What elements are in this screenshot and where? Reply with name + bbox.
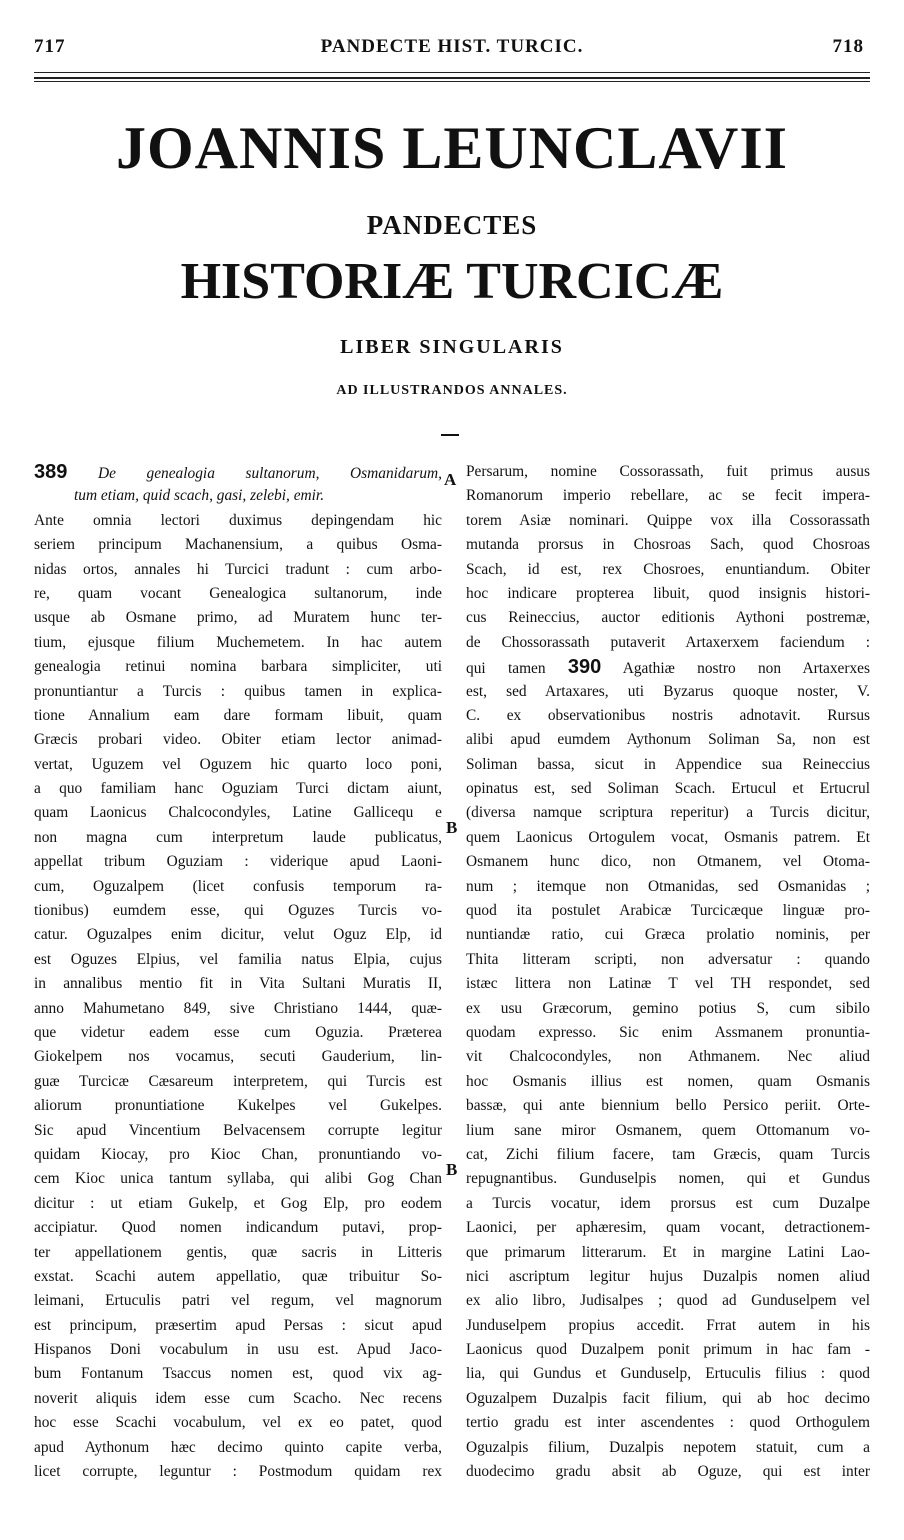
text-line: genealogia retinui nomina barbara simpliciter, uti: [34, 658, 442, 676]
text-line: catur. Oguzalpes enim dicitur, velut Oguz Elp, id: [34, 926, 442, 944]
text-line: apud Aythonum hæc decimo quinto capite verba,: [34, 1438, 442, 1456]
text-line: tione Annalium eam dare formam libuit, quam: [34, 706, 442, 724]
text-line: Soliman bassa, sicut in Appendice sua Reineccius: [466, 755, 870, 773]
text-line: (diversa namque scriptura reperitur) a Turcis dicitur,: [466, 804, 870, 822]
text-line: torem Asiæ nominari. Quippe vox illa Cossorassath: [466, 511, 870, 529]
pandectes-subtitle: PANDECTES: [366, 210, 538, 240]
text-line: hoc indicare propterea libuit, quod insignis histori-: [466, 584, 870, 602]
text-line: Romanorum imperio rebellare, ac se fecit impera-: [466, 487, 870, 505]
text-line: Hispanos Doni vocabulum in usu est. Apud Jaco-: [34, 1341, 442, 1359]
text-line: seriem principum Machanensium, a quibus Osma-: [34, 536, 442, 554]
margin-letter-a: A: [444, 470, 457, 489]
running-title: PANDECTE HIST. TURCIC.: [320, 36, 584, 57]
text-line: Oguzalpis filium, Duzalpis nepotem statuit, cum a: [466, 1438, 870, 1456]
section-number-389: 389: [34, 461, 68, 483]
text-line: num ; itemque non Otmanidas, sed Osmanidas ;: [466, 877, 870, 895]
text-line: quod ita postulet Arabicæ Turcicæque linguæ pro-: [466, 902, 870, 920]
text-line: vertat, Uguzem vel Oguzem hic quarto loco poni,: [34, 755, 442, 773]
text-line: ex usu Græcorum, gemino potius S, cum sibilo: [466, 999, 870, 1017]
section-390-lead-text: qui tamen: [466, 660, 546, 678]
text-line: Junduselpem propius accedit. Frrat autem in his: [466, 1316, 870, 1334]
section-390-trail-text: Agathiæ nostro non Artaxerxes: [622, 660, 870, 678]
text-line: in annalibus mentio fit in Vita Sultani Muratis II,: [34, 975, 442, 993]
text-line: hoc Osmanis illius est nomen, quam Osmanis: [466, 1072, 870, 1090]
text-line: quidam Kiocay, pro Kioc Chan, pronuntiando vo-: [34, 1145, 442, 1163]
section-heading-line-2: [34, 484, 442, 508]
text-line: Laonicus quod Duzalpem ponit primum in hac fam -: [466, 1341, 870, 1359]
text-line: istæc littera non Latinæ T vel TH respondet, sed: [466, 975, 870, 993]
margin-letter-b1: B: [446, 818, 458, 837]
text-line: hoc esse Scachi vocabulum, vel ex eo patet, quod: [34, 1414, 442, 1432]
section-number-390: 390: [567, 656, 602, 679]
text-line: est, sed Artaxares, uti Byzarus quoque noster, V.: [466, 682, 870, 700]
text-line: a Turcis vocatur, idem prorsus est cum Duzalpe: [466, 1194, 870, 1212]
text-line: cum, Oguzalpem (licet confusis temporum ra-: [34, 877, 442, 895]
text-line: Scach, id est, rex Chosroes, enuntiandum. Obiter: [466, 560, 870, 578]
text-line: Græcis probari video. Obiter etiam lector animad-: [34, 731, 442, 749]
header-right-page-number: 718: [832, 36, 864, 57]
text-line: que primarum litterarum. Et in margine Latini Lao-: [466, 1243, 870, 1261]
text-line: usque ab Osmane primo, ad Muratem hunc ter-: [34, 609, 442, 627]
text-line: pronuntiantur a Turcis : quibus tamen in explica-: [34, 682, 442, 700]
text-line: nici ascriptum legitur hujus Duzalpis nomen aliud: [466, 1267, 870, 1285]
left-column: [34, 460, 442, 1484]
text-line: Osmanem hunc dico, non Otmanem, vel Otoma-: [466, 853, 870, 871]
text-line: vit Chalcocondyles, non Athmanem. Nec aliud: [466, 1048, 870, 1066]
left-column-body: [34, 509, 442, 1485]
text-line: Sic apud Vincentium Belvacensem corrupte legitur: [34, 1121, 442, 1139]
text-line: quodam expresso. Sic enim Assmanem pronuntia-: [466, 1023, 870, 1041]
text-line: Giokelpem nos vocamus, secuti Gauderium, lin-: [34, 1048, 442, 1066]
text-line: licet corrupte, leguntur : Postmodum quidam rex: [34, 1463, 442, 1481]
main-title: HISTORIÆ TURCICÆ: [180, 253, 724, 310]
text-line: repugnantibus. Gunduselpis nomen, qui et Gundus: [466, 1170, 870, 1188]
text-line: exstat. Scachi autem appellatio, quæ tribuitur So-: [34, 1267, 442, 1285]
text-line: de Chossorassath putaverit Artaxerxem faciendum :: [466, 633, 870, 651]
text-line: dicitur : ut etiam Gukelp, et Gog Elp, pro eodem: [34, 1194, 442, 1212]
text-line: tertio gradu est inter ascendentes : quod Orthogulem: [466, 1414, 870, 1432]
title-dash: [441, 434, 459, 436]
annales-subtitle: AD ILLUSTRANDOS ANNALES.: [336, 383, 568, 398]
text-line: nuntiandæ ratio, cui Græca prolatio nominis, per: [466, 926, 870, 944]
text-line: Persarum, nomine Cossorassath, fuit primus ausus: [466, 463, 870, 480]
text-line: re, quam vocant Genealogica sultanorum, inde: [34, 584, 442, 602]
text-line: bum Fontanum Tsaccus nomen est, quod vix ag-: [34, 1365, 442, 1383]
text-line: tium, ejusque filium Muchemetem. In hac autem: [34, 633, 442, 651]
text-line: lium sane miror Osmanem, quem Ottomanum vo-: [466, 1121, 870, 1139]
text-line: Oguzalpem Duzalpis facit filium, qui ab hoc decimo: [466, 1389, 870, 1407]
text-line: lia, qui Gundus et Gunduselp, Ertuculis filius : quod: [466, 1365, 870, 1383]
text-line: alibi apud eumdem Aythonum Soliman Sa, non est: [466, 731, 870, 749]
text-line: ter appellationem gentis, quæ sacris in Litteris: [34, 1243, 442, 1261]
text-line: C. ex observationibus nostris adnotavit. Rursus: [466, 706, 870, 724]
right-column-body-bottom: [466, 680, 870, 1485]
text-line: tionibus) eumdem esse, qui Oguzes Turcis vo-: [34, 902, 442, 920]
right-column-body-top: [466, 460, 870, 655]
text-line: non magna cum interpretum laude publicatus,: [34, 828, 442, 846]
text-line: appellat tribum Oguziam : viderique apud Laoni-: [34, 853, 442, 871]
liber-subtitle: LIBER SINGULARIS: [340, 336, 564, 358]
text-line: accipiatur. Quod nomen indicandum putavi, prop-: [34, 1219, 442, 1237]
text-line: noverit aliquis idem esse cum Scacho. Nec recens: [34, 1389, 442, 1407]
section-heading-line: [34, 460, 442, 484]
author-title: JOANNIS LEUNCLAVII: [115, 115, 789, 181]
text-line: anno Mahumetano 849, sive Christiano 1444, quæ-: [34, 999, 442, 1017]
header-rule-middle: [34, 77, 870, 79]
header-left-page-number: 717: [34, 36, 66, 57]
text-line: Thita litteram scripti, non adversatur : quando: [466, 950, 870, 968]
section-heading-text-2: tum etiam, quid scach, gasi, zelebi, emir.: [74, 487, 325, 505]
text-line: que videtur eadem esse cum Oguzia. Præterea: [34, 1023, 442, 1041]
text-line: cat, Zichi filium facere, tam Græcis, quam Turcis: [466, 1145, 870, 1163]
text-line: opinatus est, sed Soliman Scach. Ertucul et Ertucrul: [466, 780, 870, 798]
text-line: duodecimo gradu absit ab Oguze, qui est inter: [466, 1463, 870, 1481]
text-line: quam Laonicus Chalcocondyles, Latine Gallicequ e: [34, 804, 442, 822]
text-line: est principum, præsertim apud Persas : sicut apud: [34, 1316, 442, 1334]
text-line: Ante omnia lectori duximus depingendam hic: [34, 511, 442, 529]
text-line: quem Laonicus Ortogulem vocat, Osmanis patrem. Et: [466, 828, 870, 846]
text-line: est Oguzes Elpius, vel familia natus Elpia, cujus: [34, 950, 442, 968]
text-line: aliorum pronuntiatione Kukelpes vel Gukelpes.: [34, 1097, 442, 1115]
text-line: mutanda prorsus in Chosroas Sach, quod Chosroas: [466, 536, 870, 554]
text-line: ex alio libro, Judisalpes ; quod ad Gunduselpem vel: [466, 1292, 870, 1310]
text-line: cus Reineccius, auctor editionis Aythoni postremæ,: [466, 609, 870, 627]
text-line: nidas ortos, annales hi Turcici tradunt : cum arbo-: [34, 560, 442, 578]
text-line: leimani, Ertuculis patri vel regum, vel magnorum: [34, 1292, 442, 1310]
text-line: guæ Turcicæ Cæsareum interpretem, qui Turcis est: [34, 1072, 442, 1090]
text-line: Laonici, per aphæresim, quam vocant, detractionem-: [466, 1219, 870, 1237]
margin-letter-b2: B: [446, 1160, 458, 1179]
text-line: cem Kioc unica tantum syllaba, qui alibi Gog Chan: [34, 1170, 442, 1188]
header-rule-top: [34, 72, 870, 73]
text-line: bassæ, qui ante biennium bello Persico periit. Orte-: [466, 1097, 870, 1115]
right-column: [466, 460, 870, 1484]
header-rule-bottom: [34, 81, 870, 82]
section-390-line: [466, 655, 870, 679]
section-heading-text: De genealogia sultanorum, Osmanidarum,: [97, 465, 442, 482]
text-line: a quo familiam hanc Oguziam Turci dictam aiunt,: [34, 780, 442, 798]
